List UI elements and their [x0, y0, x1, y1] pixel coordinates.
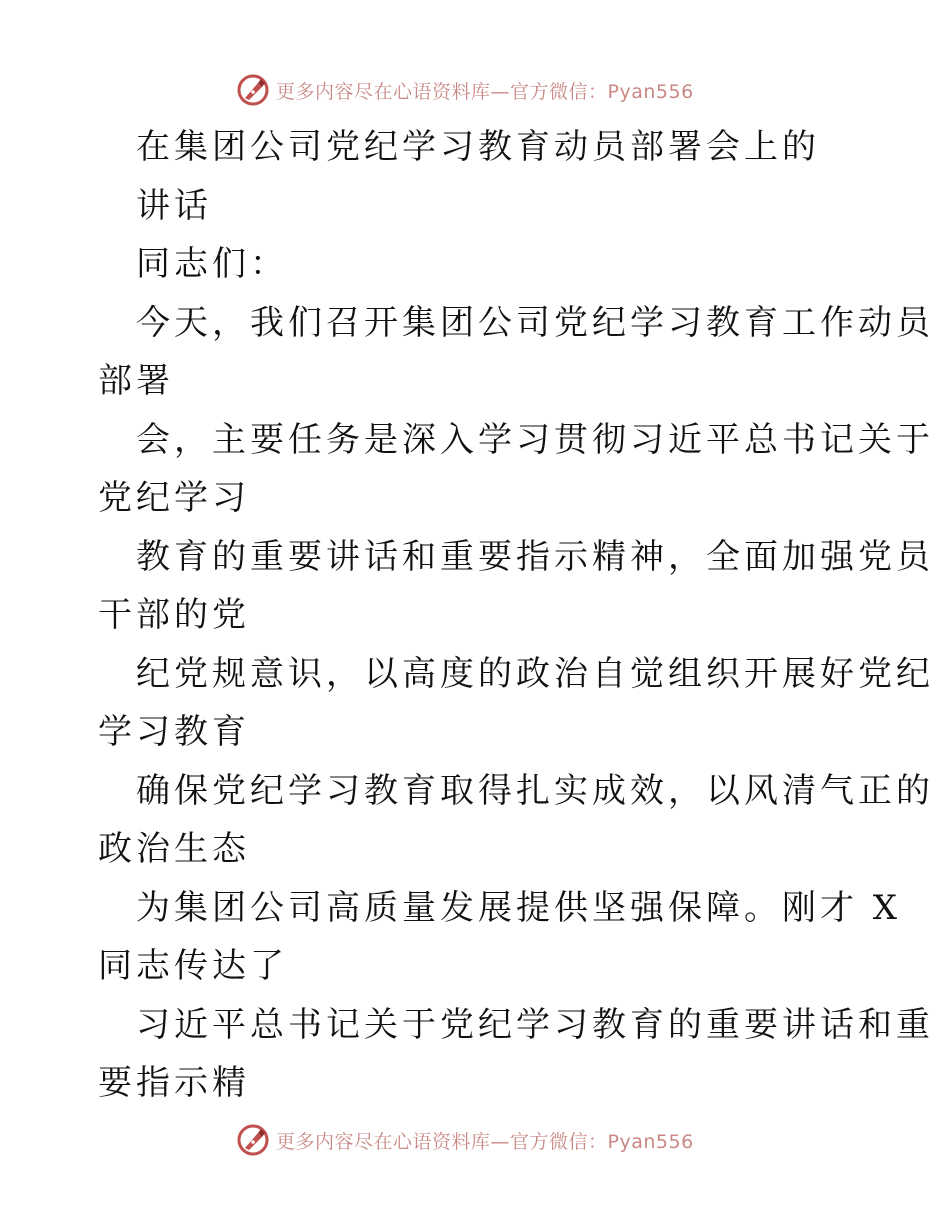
- watermark-text: 更多内容尽在心语资料库—官方微信：Pyan556: [276, 1130, 694, 1153]
- text-line: 习近平总书记关于党纪学习教育的重要讲话和重: [136, 1004, 934, 1045]
- document-body: [98, 118, 934, 1113]
- text-line: 为集团公司高质量发展提供坚强保障。刚才 X: [136, 887, 902, 928]
- header-watermark: [236, 70, 694, 110]
- footer-watermark: [236, 1120, 694, 1160]
- text-line: 同志们：: [136, 244, 288, 284]
- text-line: 学习教育: [98, 712, 250, 752]
- pen-nib-circle-icon: [236, 1123, 270, 1157]
- pen-nib-circle-icon: [236, 73, 270, 107]
- text-line: 政治生态: [98, 829, 250, 869]
- text-line: 纪党规意识，以高度的政治自觉组织开展好党纪: [136, 653, 934, 694]
- text-line: 部署: [98, 361, 174, 401]
- text-line: 确保党纪学习教育取得扎实成效，以风清气正的: [136, 770, 934, 811]
- text-line: 今天，我们召开集团公司党纪学习教育工作动员: [136, 302, 934, 343]
- text-line: 要指示精: [98, 1063, 250, 1103]
- text-line: 教育的重要讲话和重要指示精神，全面加强党员: [136, 536, 934, 577]
- text-line: 在集团公司党纪学习教育动员部署会上的: [136, 127, 820, 167]
- text-line: 会，主要任务是深入学习贯彻习近平总书记关于: [136, 419, 934, 460]
- text-line: 讲话: [136, 185, 212, 226]
- text-line: 干部的党: [98, 595, 250, 635]
- watermark-text: 更多内容尽在心语资料库—官方微信：Pyan556: [276, 80, 694, 103]
- text-line: 党纪学习: [98, 478, 250, 518]
- text-line: 同志传达了: [98, 946, 288, 986]
